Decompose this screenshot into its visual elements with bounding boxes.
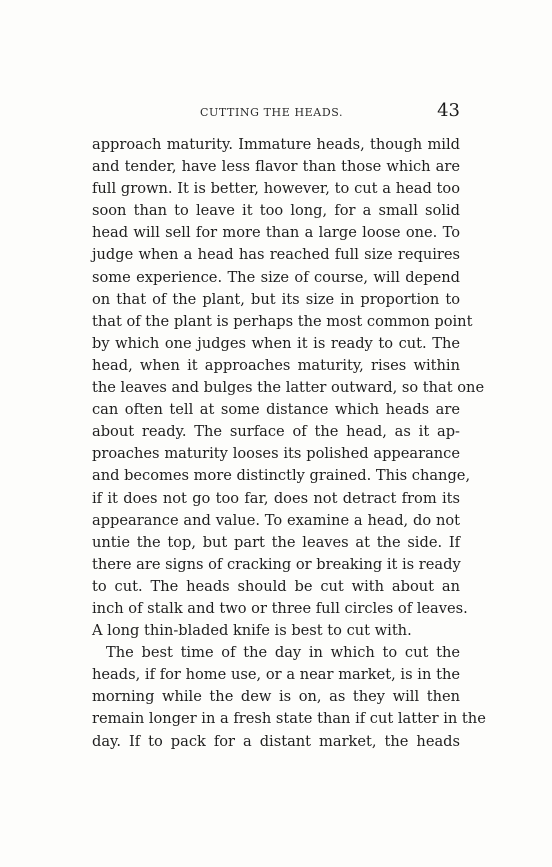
text-line: full grown. It is better, however, to cut a head too — [92, 180, 460, 198]
body-text — [92, 134, 486, 753]
text-line: to cut. The heads should be cut with about an — [92, 577, 460, 595]
text-line: and becomes more distinctly grained. This change, — [92, 467, 471, 485]
text-line: and tender, have less flavor than those which are — [92, 158, 460, 176]
paragraph-start-line: The best time of the day in which to cut the — [106, 644, 460, 662]
text-line: heads, if for home use, or a near market, is in the — [92, 666, 460, 684]
text-line: by which one judges when it is ready to cut. The — [92, 334, 460, 352]
text-line: if it does not go too far, does not detract from its — [92, 489, 460, 507]
text-line: soon than to leave it too long, for a small solid — [92, 202, 460, 220]
text-line: approach maturity. Immature heads, though mild — [92, 136, 460, 153]
text-line: some experience. The size of course, will depend — [92, 268, 460, 286]
text-line: head, when it approaches maturity, rises within — [92, 356, 460, 374]
text-line: head will sell for more than a large loose one. To — [92, 224, 460, 242]
page-header — [92, 100, 460, 124]
text-line: can often tell at some distance which heads are — [92, 401, 460, 419]
text-line: the leaves and bulges the latter outward, so that one — [92, 379, 485, 397]
text-line: morning while the dew is on, as they will then — [92, 688, 460, 706]
text-line: day. If to pack for a distant market, the heads — [92, 732, 460, 750]
text-line: inch of stalk and two or three full circles of leaves. — [92, 599, 468, 617]
text-line: about ready. The surface of the head, as it ap- — [92, 423, 460, 441]
paragraph-end-line: A long thin-bladed knife is best to cut with. — [92, 622, 412, 640]
text-line: appearance and value. To examine a head, do not — [92, 511, 460, 529]
text-line: remain longer in a fresh state than if cut latter in the — [92, 710, 486, 728]
running-head: CUTTING THE HEADS. — [200, 106, 344, 119]
text-line: judge when a head has reached full size requires — [92, 246, 460, 264]
text-line: that of the plant is perhaps the most common point — [92, 312, 473, 330]
text-line: there are signs of cracking or breaking it is ready — [92, 555, 461, 573]
text-line: proaches maturity looses its polished appearance — [92, 445, 460, 463]
page-number: 43 — [437, 100, 460, 121]
text-line: untie the top, but part the leaves at the side. If — [92, 533, 460, 551]
text-line: on that of the plant, but its size in proportion to — [92, 290, 460, 308]
